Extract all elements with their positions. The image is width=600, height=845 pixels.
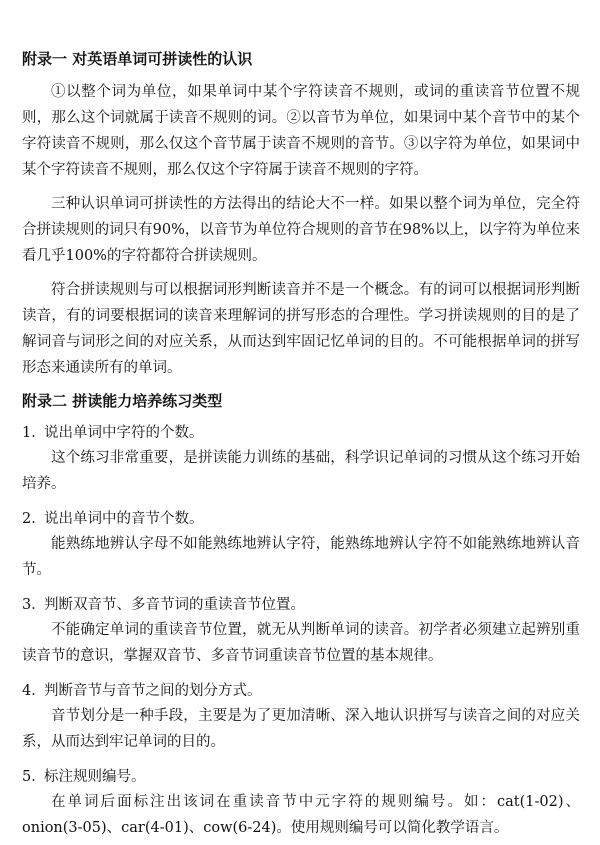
page-content <box>22 47 580 841</box>
exercise-item-2 <box>22 507 580 583</box>
exercise-title <box>22 507 580 531</box>
spacer <box>22 669 580 679</box>
appendix2-heading: 附录二 拼读能力培养练习类型 <box>22 392 223 410</box>
appendix1-paragraph-2: 三种认识单词可拼读性的方法得出的结论大不一样。如果以整个词为单位，完全符合拼读规则的词只有90%，以音节为单位符合规则的音节在98%以上，以字符为单位来看几乎100%的字符都符合拼读规则。 <box>22 196 580 264</box>
exercise-item-5 <box>22 765 580 841</box>
spacer <box>22 497 580 507</box>
spacer <box>22 583 580 593</box>
exercise-item-3 <box>22 593 580 669</box>
spacer <box>22 413 580 421</box>
exercise-number: 1． <box>22 425 46 441</box>
appendix1-paragraph-3: 符合拼读规则与可以根据词形判断读音并不是一个概念。有的词可以根据词形判断读音，有的词要根据词的读音来理解词的拼写形态的合理性。学习拼读规则的目的是了解词音与词形之间的对应关系，从而达到牢固记忆单词的目的。不可能根据单词的拼写形态来通读所有的单词。 <box>22 282 580 376</box>
exercise-title-text: 说出单词中的音节个数。 <box>44 511 204 527</box>
spacer <box>22 71 580 79</box>
exercise-title-text: 判断音节与音节之间的划分方式。 <box>44 683 262 699</box>
exercise-title <box>22 679 580 703</box>
exercise-number: 2． <box>22 511 46 527</box>
exercise-title-text: 标注规则编号。 <box>44 769 146 785</box>
exercise-title <box>22 765 580 789</box>
exercise-description: 这个练习非常重要，是拼读能力训练的基础，科学识记单词的习惯从这个练习开始培养。 <box>22 450 580 492</box>
spacer <box>22 755 580 765</box>
exercise-description: 不能确定单词的重读音节位置，就无从判断单词的读音。初学者必须建立起辨别重读音节的意识，掌握双音节、多音节词重读音节位置的基本规律。 <box>22 622 580 664</box>
exercise-title <box>22 421 580 445</box>
spacer <box>22 381 580 389</box>
spacer <box>22 183 580 191</box>
exercise-number: 3． <box>22 597 46 613</box>
exercise-number: 4． <box>22 683 46 699</box>
exercise-number: 5． <box>22 769 46 785</box>
spacer <box>22 269 580 277</box>
appendix1-heading: 附录一 对英语单词可拼读性的认识 <box>22 50 253 68</box>
appendix1-paragraph-1: ①以整个词为单位，如果单词中某个字符读音不规则，或词的重读音节位置不规则，那么这个词就属于读音不规则的词。②以音节为单位，如果词中某个音节中的某个字符读音不规则，那么仅这个音节属于读音不规则的音节。③以字符为单位，如果词中某个字符读音不规则，那么仅这个字符属于读音不规则的字符。 <box>22 84 580 178</box>
exercise-description: 在单词后面标注出该词在重读音节中元字符的规则编号。如：cat(1-02)、onion(3-05)、car(4-01)、cow(6-24)。使用规则编号可以简化教学语言。 <box>22 794 580 836</box>
exercise-title <box>22 593 580 617</box>
exercise-title-text: 说出单词中字符的个数。 <box>44 425 204 441</box>
exercise-description: 能熟练地辨认字母不如能熟练地辨认字符，能熟练地辨认字符不如能熟练地辨认音节。 <box>22 536 580 578</box>
exercise-description: 音节划分是一种手段，主要是为了更加清晰、深入地认识拼写与读音之间的对应关系，从而达到牢记单词的目的。 <box>22 708 580 750</box>
exercise-item-4 <box>22 679 580 755</box>
exercise-title-text: 判断双音节、多音节词的重读音节位置。 <box>44 597 305 613</box>
exercise-item-1 <box>22 421 580 497</box>
